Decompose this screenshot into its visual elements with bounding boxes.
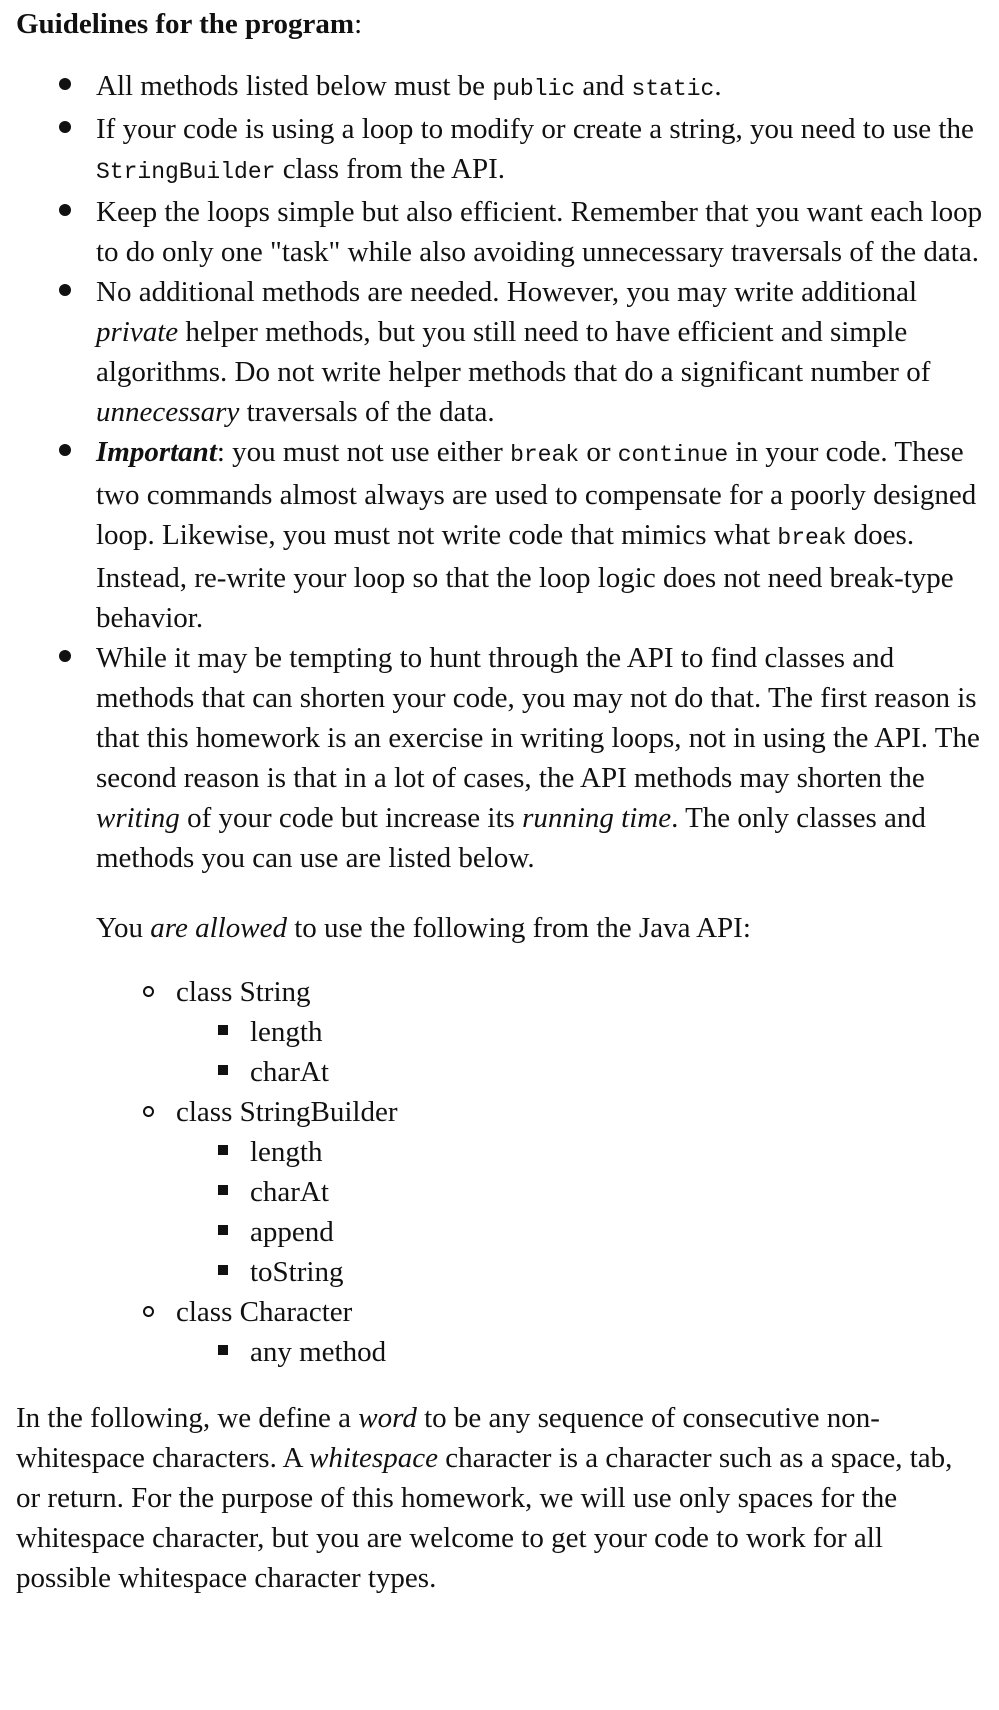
code-break-2: break (777, 525, 847, 551)
code-stringbuilder: StringBuilder (96, 159, 276, 185)
api-method: charAt (250, 1172, 983, 1212)
page-title-text: Guidelines for the program (16, 8, 355, 40)
emphasis-whitespace: whitespace (309, 1442, 438, 1474)
emphasis-private: private (96, 316, 179, 348)
guideline-item-no-break: Important: you must not use either break or continue in your code. These two commands almost always are used to compensate for a poorly designed loop. Likewise, you must not write code that mimics what break does. Instead, re-write your loop so that the loop logic does not need break-type behavior. (96, 432, 983, 638)
api-method: any method (250, 1332, 983, 1372)
emphasis-are-allowed: are allowed (150, 912, 287, 944)
api-method: charAt (250, 1052, 983, 1092)
code-break: break (510, 442, 580, 468)
emphasis-important: Important (96, 436, 217, 468)
page-title-colon: : (354, 8, 363, 40)
guideline-item-helper-methods: No additional methods are needed. However, you may write additional private helper methods, but you still need to have efficient and simple algorithms. Do not write helper methods that do a significant number of unnecessary traversals of the data. (96, 272, 983, 432)
emphasis-running-time: running time (522, 802, 672, 834)
api-class-string: class String length charAt (176, 972, 983, 1092)
guidelines-list (16, 66, 983, 1372)
code-static: static (631, 76, 715, 102)
api-method-list (176, 1132, 983, 1292)
guideline-item-public-static: All methods listed below must be public and static. (96, 66, 983, 109)
api-method: toString (250, 1252, 983, 1292)
code-public: public (492, 76, 576, 102)
api-method: append (250, 1212, 983, 1252)
emphasis-writing: writing (96, 802, 180, 834)
api-class-stringbuilder: class StringBuilder length charAt append toString (176, 1092, 983, 1292)
emphasis-unnecessary: unnecessary (96, 396, 240, 428)
page-title (16, 4, 983, 44)
guideline-item-api-usage: While it may be tempting to hunt through the API to find classes and methods that can shorten your code, you may not do that. The first reason is that this homework is an exercise in writing loops, not in using the API. The second reason is that in a lot of cases, the API methods may shorten the writing of your code but increase its running time. The only classes and methods you can use are listed below. You are allowed to use the following from the Java API: class String length charAt class StringBuilder length charAt append toString class Character any method (96, 638, 983, 1372)
api-method: length (250, 1012, 983, 1052)
word-definition-paragraph: In the following, we define a word to be any sequence of consecutive non-whitespace characters. A whitespace character is a character such as a space, tab, or return. For the purpose of this homework, we will use only spaces for the whitespace character, but you are welcome to get your code to work for all possible whitespace character types. (16, 1402, 953, 1594)
allowed-api-intro: You are allowed to use the following from the Java API: (96, 912, 751, 944)
api-method-list (176, 1332, 983, 1372)
api-method: length (250, 1132, 983, 1172)
emphasis-word: word (358, 1402, 417, 1434)
api-class-character: class Character any method (176, 1292, 983, 1372)
guideline-item-simple-loops: Keep the loops simple but also efficient. Remember that you want each loop to do only one "task" while also avoiding unnecessary traversals of the data. (96, 192, 983, 272)
code-continue: continue (617, 442, 729, 468)
api-method-list (176, 1012, 983, 1092)
guideline-item-stringbuilder: If your code is using a loop to modify or create a string, you need to use the StringBuilder class from the API. (96, 109, 983, 192)
api-class-list (96, 972, 983, 1372)
